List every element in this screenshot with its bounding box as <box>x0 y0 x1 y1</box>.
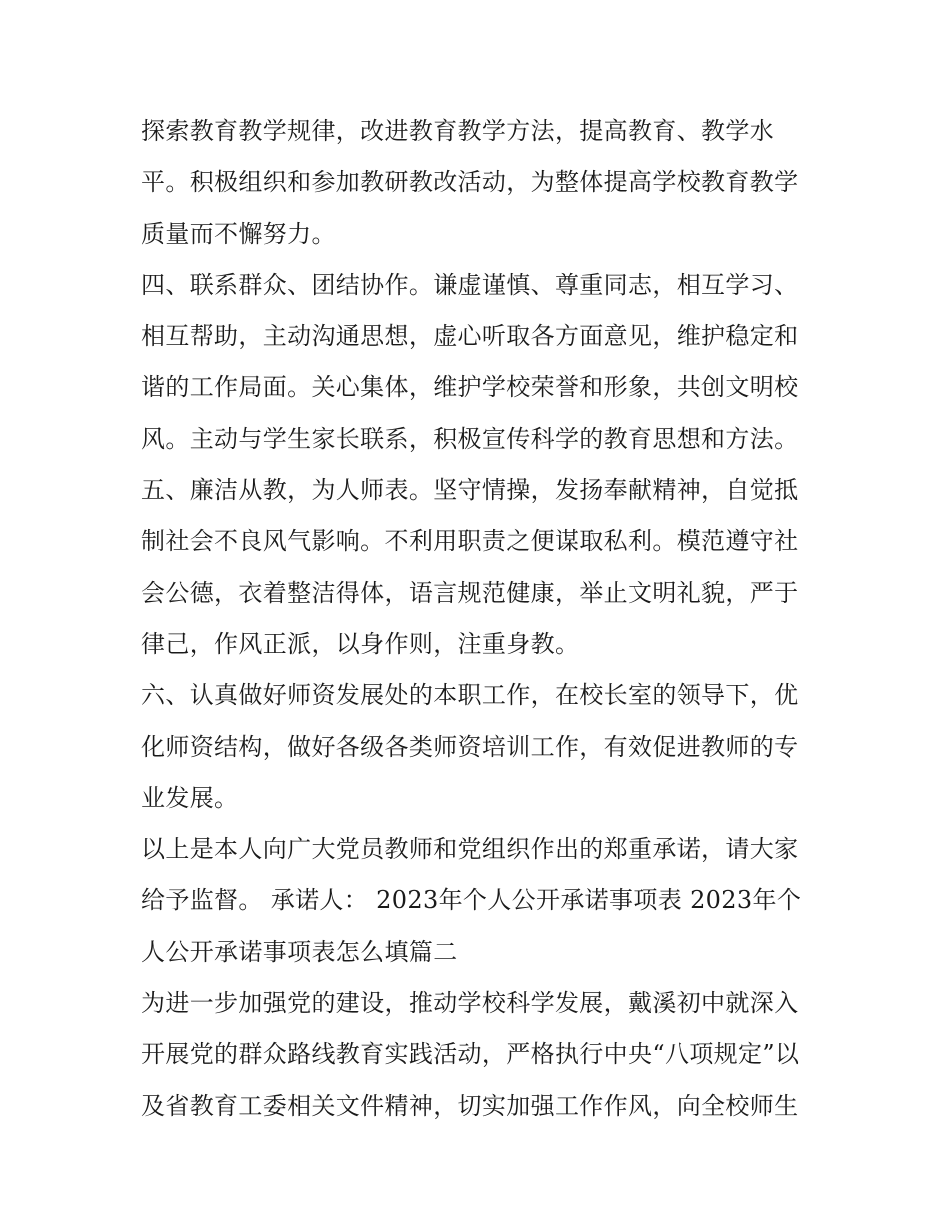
text-line: 以上是本人向广大党员教师和党组织作出的郑重承诺，请大家 <box>141 835 799 864</box>
text-line: 平。积极组织和参加教研教改活动，为整体提高学校教育教学 <box>141 168 799 197</box>
text-line: 五、廉洁从教，为人师表。坚守情操，发扬奉献精神，自觉抵 <box>141 476 799 505</box>
text-line: 谐的工作局面。关心集体，维护学校荣誉和形象，共创文明校 <box>141 373 799 402</box>
text-line: 质量而不懈努力。 <box>141 219 336 248</box>
text-line: 探索教育教学规律，改进教育教学方法，提高教育、教学水 <box>141 117 775 145</box>
text-line: 开展党的群众路线教育实践活动，严格执行中央“八项规定”以 <box>141 1040 800 1069</box>
text-line: 及省教育工委相关文件精神，切实加强工作作风，向全校师生 <box>141 1091 799 1120</box>
text-line: 相互帮助，主动沟通思想，虚心听取各方面意见，维护稳定和 <box>141 322 799 351</box>
text-line: 制社会不良风气影响。不利用职责之便谋取私利。模范遵守社 <box>141 527 799 556</box>
text-line: 化师资结构，做好各级各类师资培训工作，有效促进教师的专 <box>141 732 799 761</box>
text-line: 为进一步加强党的建设，推动学校科学发展，戴溪初中就深入 <box>141 989 799 1018</box>
text-line: 给予监督。 承诺人： 2023年个人公开承诺事项表 2023年个 <box>141 886 802 915</box>
text-line: 人公开承诺事项表怎么填篇二 <box>141 937 458 966</box>
text-line: 四、联系群众、团结协作。谦虚谨慎、尊重同志，相互学习、 <box>141 270 799 299</box>
text-line: 风。主动与学生家长联系，积极宣传科学的教育思想和方法。 <box>141 424 799 453</box>
text-line: 业发展。 <box>141 783 239 812</box>
text-line: 六、认真做好师资发展处的本职工作，在校长室的领导下，优 <box>141 681 799 710</box>
text-line: 律己，作风正派，以身作则，注重身教。 <box>141 629 580 658</box>
document-body <box>141 106 821 1132</box>
text-line: 会公德，衣着整洁得体，语言规范健康，举止文明礼貌，严于 <box>141 578 799 607</box>
